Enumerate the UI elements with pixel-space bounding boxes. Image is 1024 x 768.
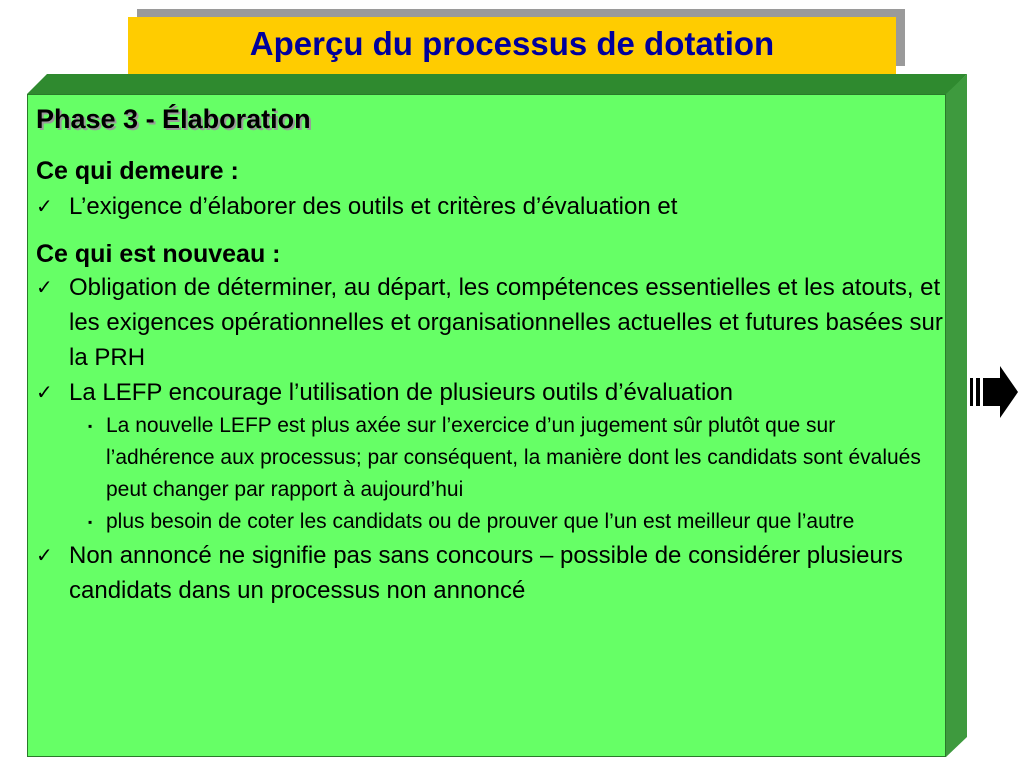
content-box-top-face — [27, 74, 967, 94]
list-item — [36, 270, 946, 375]
title-bar — [128, 17, 896, 74]
list-item — [36, 189, 946, 224]
sub-list-item-text: plus besoin de coter les candidats ou de prouver que l’un est meilleur que l’autre — [106, 510, 855, 533]
list-item — [36, 538, 946, 608]
content-box-side-face — [946, 74, 967, 757]
section-heading-new: Ce qui est nouveau : — [36, 240, 281, 268]
checkmark-icon: ✓ — [36, 275, 53, 299]
sub-list-item — [88, 506, 946, 538]
list-item-text: L’exigence d’élaborer des outils et critères d’évaluation et — [69, 193, 678, 220]
list-item-text: Non annoncé ne signifie pas sans concours – possible de considérer plusieurs candidats dans un processus non annoncé — [69, 542, 903, 604]
slide-title: Aperçu du processus de dotation — [249, 24, 775, 62]
sub-list-item-text: La nouvelle LEFP est plus axée sur l’exercice d’un jugement sûr plutôt que sur l’adhérence aux processus; par conséquent, la manière dont les candidats sont évalués peut changer par rapport à aujourd’hui — [106, 414, 921, 501]
checkmark-icon: ✓ — [36, 194, 53, 218]
section-heading-remains: Ce qui demeure : — [36, 157, 239, 185]
list-item — [36, 375, 946, 410]
square-bullet-icon: ▪ — [88, 419, 93, 433]
square-bullet-icon: ▪ — [88, 515, 93, 529]
list-item-text: Obligation de déterminer, au départ, les compétences essentielles et les atouts, et les exigences opérationnelles et organisationnelles actuelles et futures basées sur la PRH — [69, 274, 943, 371]
phase-title: Phase 3 - Élaboration — [36, 104, 311, 134]
sub-list-item — [88, 410, 946, 506]
right-arrow-icon[interactable] — [970, 364, 1020, 420]
checkmark-icon: ✓ — [36, 543, 53, 567]
content-area — [36, 100, 946, 608]
list-item-text: La LEFP encourage l’utilisation de plusieurs outils d’évaluation — [69, 379, 733, 406]
checkmark-icon: ✓ — [36, 380, 53, 404]
